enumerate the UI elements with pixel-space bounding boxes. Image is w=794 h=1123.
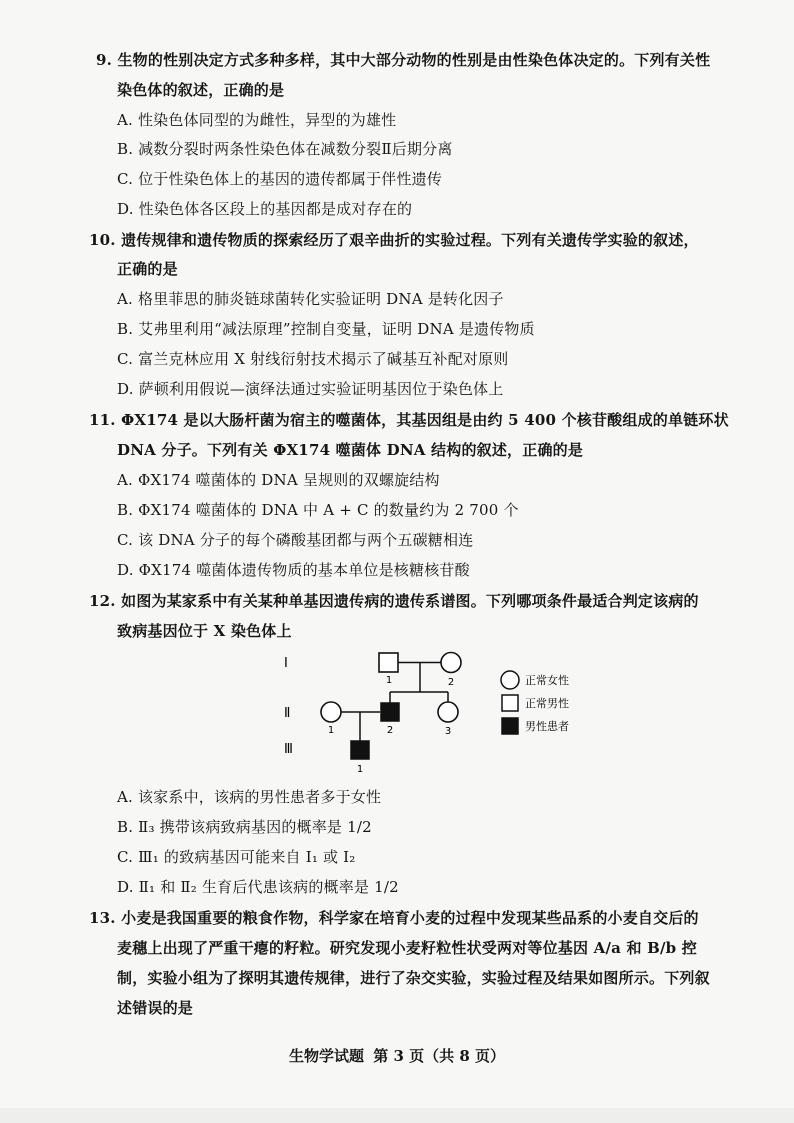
- q11-option-c: C. 该 DNA 分子的每个磷酸基团都与两个五碳糖相连: [117, 531, 474, 549]
- q10-option-b: B. 艾弗里利用“减法原理”控制自变量，证明 DNA 是遗传物质: [117, 320, 535, 338]
- q10-stem-line-1: 10. 遗传规律和遗传物质的探索经历了艰辛曲折的实验过程。下列有关遗传学实验的叙述，: [89, 231, 699, 249]
- q11-stem-line-1: 11. ΦX174 是以大肠杆菌为宿主的噬菌体，其基因组是由约 5 400 个核苷酸组成的单链环状: [89, 411, 729, 429]
- q12-stem-line-2: 致病基因位于 X 染色体上: [117, 622, 292, 640]
- q10-option-a: A. 格里菲思的肺炎链球菌转化实验证明 DNA 是转化因子: [117, 290, 504, 308]
- legend-male-label: 正常男性: [525, 697, 569, 710]
- II2-number: 2: [386, 725, 394, 736]
- gen-label-II: Ⅱ: [284, 706, 291, 721]
- legend-female-symbol: [501, 671, 519, 689]
- III1-number: 1: [356, 764, 364, 775]
- II1-number: 1: [327, 725, 335, 736]
- gen-label-III: Ⅲ: [284, 742, 293, 757]
- legend-affected-label: 男性患者: [525, 720, 569, 733]
- q10-option-c: C. 富兰克林应用 X 射线衍射技术揭示了碱基互补配对原则: [117, 350, 509, 368]
- I2-normal-female: [441, 653, 461, 673]
- III1-affected-male: [351, 741, 369, 759]
- II3-normal-female: [438, 702, 458, 722]
- q13-stem-line-2: 麦穗上出现了严重干瘪的籽粒。研究发现小麦籽粒性状受两对等位基因 A/a 和 B/b 控: [117, 939, 697, 957]
- q9-option-c: C. 位于性染色体上的基因的遗传都属于伴性遗传: [117, 170, 443, 188]
- II3-number: 3: [444, 726, 452, 737]
- q13-stem-line-1: 13. 小麦是我国重要的粮食作物，科学家在培育小麦的过程中发现某些品系的小麦自交后的: [89, 909, 699, 927]
- q12-option-c: C. Ⅲ₁ 的致病基因可能来自 Ⅰ₁ 或 Ⅰ₂: [117, 848, 356, 866]
- II1-normal-female: [321, 702, 341, 722]
- q10-option-d: D. 萨顿利用假说—演绎法通过实验证明基因位于染色体上: [117, 380, 504, 398]
- q12-option-b: B. Ⅱ₃ 携带该病致病基因的概率是 1/2: [117, 818, 372, 836]
- legend-female-label: 正常女性: [525, 674, 569, 687]
- legend-male-symbol: [502, 695, 518, 711]
- q11-stem-line-2: DNA 分子。下列有关 ΦX174 噬菌体 DNA 结构的叙述，正确的是: [117, 441, 584, 459]
- page-footer: [0, 1045, 794, 1066]
- I1-number: 1: [385, 675, 393, 686]
- q9-stem-line-2: 染色体的叙述，正确的是: [117, 81, 285, 99]
- q9-option-d: D. 性染色体各区段上的基因都是成对存在的: [117, 200, 413, 218]
- q9-option-b: B. 减数分裂时两条性染色体在减数分裂Ⅱ后期分离: [117, 140, 453, 158]
- q12-option-a: A. 该家系中，该病的男性患者多于女性: [117, 788, 382, 806]
- gen-label-I: Ⅰ: [284, 656, 288, 671]
- q13-stem-line-3: 制，实验小组为了探明其遗传规律，进行了杂交实验，实验过程及结果如图所示。下列叙: [117, 969, 710, 987]
- q12-stem-line-1: 12. 如图为某家系中有关某种单基因遗传病的遗传系谱图。下列哪项条件最适合判定该病的: [89, 592, 699, 610]
- q10-stem-line-2: 正确的是: [117, 260, 178, 278]
- I1-normal-male: [379, 653, 398, 672]
- page-bottom-edge: [0, 1108, 794, 1123]
- II2-affected-male: [381, 703, 399, 721]
- q11-option-d: D. ΦX174 噬菌体遗传物质的基本单位是核糖核苷酸: [117, 561, 470, 579]
- I2-number: 2: [447, 677, 455, 688]
- footer-page-number: 第 3 页（共 8 页）: [373, 1047, 505, 1065]
- q12-option-d: D. Ⅱ₁ 和 Ⅱ₂ 生育后代患该病的概率是 1/2: [117, 878, 399, 896]
- q11-option-a: A. ΦX174 噬菌体的 DNA 呈规则的双螺旋结构: [117, 471, 440, 489]
- q13-stem-line-4: 述错误的是: [117, 999, 194, 1017]
- legend-affected-symbol: [502, 718, 518, 734]
- q9-option-a: A. 性染色体同型的为雌性，异型的为雄性: [117, 111, 397, 129]
- q11-option-b: B. ΦX174 噬菌体的 DNA 中 A + C 的数量约为 2 700 个: [117, 501, 519, 519]
- footer-subject: 生物学试题: [288, 1047, 364, 1065]
- q9-stem-line-1: 9. 生物的性别决定方式多种多样，其中大部分动物的性别是由性染色体决定的。下列有关性: [96, 51, 711, 69]
- pedigree-chart: [270, 645, 600, 775]
